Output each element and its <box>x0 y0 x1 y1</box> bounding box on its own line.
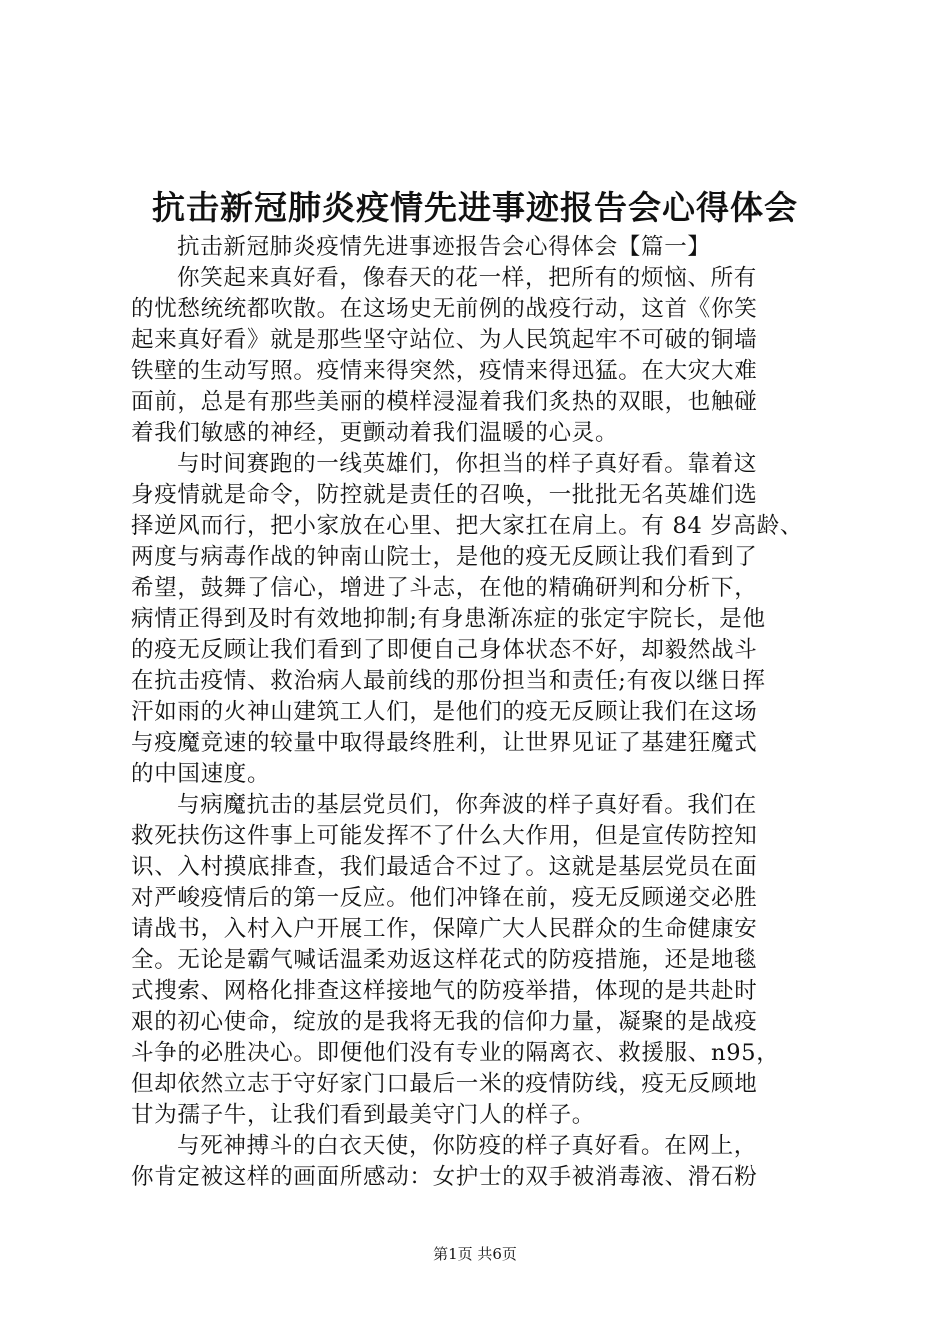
text-line: 汗如雨的火神山建筑工人们，是他们的疫无反顾让我们在这场 <box>131 699 758 725</box>
text-line: 识、入村摸底排查，我们最适合不过了。这就是基层党员在面 <box>131 854 758 880</box>
text-line: 两度与病毒作战的钟南山院士，是他的疫无反顾让我们看到了 <box>131 544 758 570</box>
text-line: 与病魔抗击的基层党员们，你奔波的样子真好看。我们在 <box>177 792 758 818</box>
text-line: 在抗击疫情、救治病人最前线的那份担当和责任;有夜以继日挥 <box>131 668 766 694</box>
text-line: 你肯定被这样的画面所感动：女护士的双手被消毒液、滑石粉 <box>131 1164 758 1190</box>
text-line: 面前，总是有那些美丽的模样浸湿着我们炙热的双眼，也触碰 <box>131 389 758 415</box>
text-line: 全。无论是霸气喊话温柔劝返这样花式的防疫措施，还是地毯 <box>131 947 758 973</box>
text-line: 病情正得到及时有效地抑制;有身患渐冻症的张定宇院长，是他 <box>131 606 766 632</box>
text-line: 救死扶伤这件事上可能发挥不了什么大作用，但是宣传防控知 <box>131 823 758 849</box>
text-line: 你笑起来真好看，像春天的花一样，把所有的烦恼、所有 <box>177 265 758 291</box>
text-line: 对严峻疫情后的第一反应。他们冲锋在前，疫无反顾递交必胜 <box>131 885 758 911</box>
text-line: 斗争的必胜决心。即便他们没有专业的隔离衣、救援服、n95， <box>131 1040 780 1066</box>
text-line: 身疫情就是命令，防控就是责任的召唤，一批批无名英雄们选 <box>131 482 758 508</box>
text-line: 抗击新冠肺炎疫情先进事迹报告会心得体会【篇一】 <box>177 234 711 260</box>
document-title: 抗击新冠肺炎疫情先进事迹报告会心得体会 <box>152 188 798 227</box>
text-line: 的疫无反顾让我们看到了即便自己身体状态不好，却毅然战斗 <box>131 637 758 663</box>
text-line: 着我们敏感的神经，更颤动着我们温暖的心灵。 <box>131 420 619 446</box>
text-line: 请战书，入村入户开展工作，保障广大人民群众的生命健康安 <box>131 916 758 942</box>
text-line: 艰的初心使命，绽放的是我将无我的信仰力量，凝聚的是战疫 <box>131 1009 758 1035</box>
text-line: 与疫魔竞速的较量中取得最终胜利，让世界见证了基建狂魔式 <box>131 730 758 756</box>
page-footer: 第1页 共6页 <box>433 1245 517 1263</box>
text-line: 择逆风而行，把小家放在心里、把大家扛在肩上。有 84 岁高龄、 <box>131 513 804 539</box>
text-line: 铁壁的生动写照。疫情来得突然，疫情来得迅猛。在大灾大难 <box>131 358 758 384</box>
text-line: 与死神搏斗的白衣天使，你防疫的样子真好看。在网上， <box>177 1133 758 1159</box>
text-line: 希望，鼓舞了信心，增进了斗志，在他的精确研判和分析下， <box>131 575 758 601</box>
text-line: 式搜索、网格化排查这样接地气的防疫举措，体现的是共赴时 <box>131 978 758 1004</box>
text-line: 与时间赛跑的一线英雄们，你担当的样子真好看。靠着这 <box>177 451 758 477</box>
text-line: 的忧愁统统都吹散。在这场史无前例的战疫行动，这首《你笑 <box>131 296 758 322</box>
text-line: 的中国速度。 <box>131 761 271 787</box>
document-body <box>131 232 851 1193</box>
text-line: 但却依然立志于守好家门口最后一米的疫情防线，疫无反顾地 <box>131 1071 758 1097</box>
text-line: 起来真好看》就是那些坚守站位、为人民筑起牢不可破的铜墙 <box>131 327 758 353</box>
text-line: 甘为孺子牛，让我们看到最美守门人的样子。 <box>131 1102 596 1128</box>
